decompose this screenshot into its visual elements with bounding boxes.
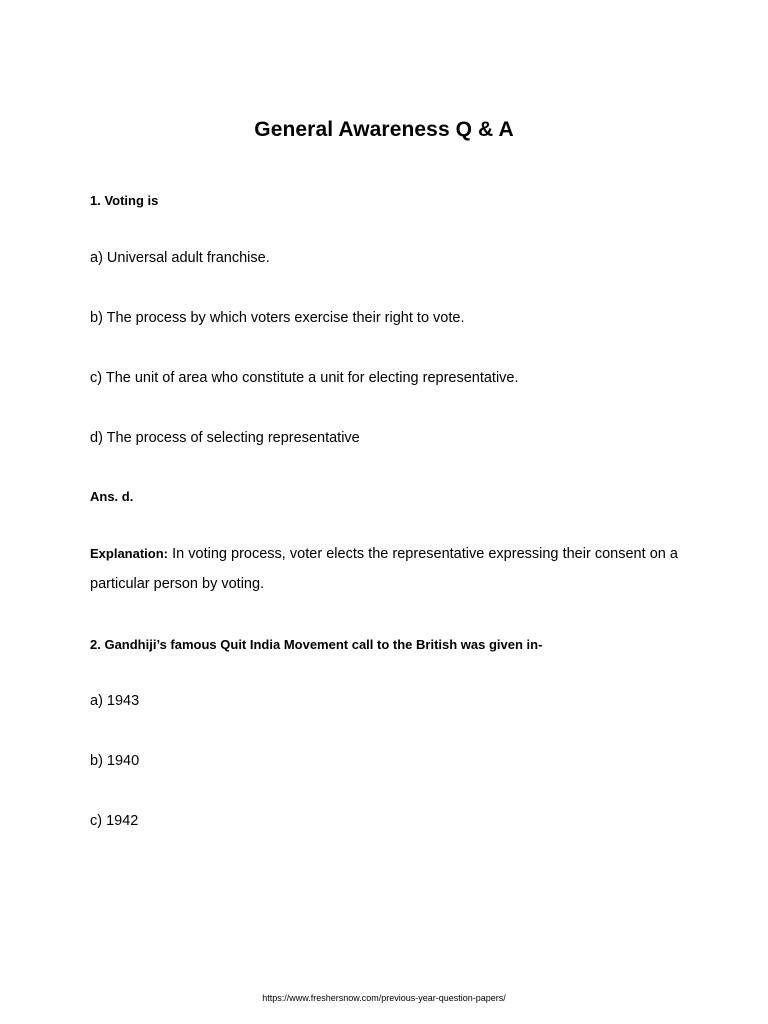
question-1-text: 1. Voting is: [90, 193, 159, 208]
question-1-explanation: [90, 539, 678, 599]
question-2-text: 2. Gandhiji’s famous Quit India Movement call to the British was given in-: [90, 637, 543, 652]
question-1-option-c: c) The unit of area who constitute a unit for electing representative.: [90, 370, 519, 386]
question-1-option-d: d) The process of selecting representative: [90, 430, 360, 446]
question-1-option-b: b) The process by which voters exercise their right to vote.: [90, 310, 465, 326]
explanation-text: In voting process, voter elects the representative expressing their consent on a particular person by voting.: [90, 546, 678, 592]
footer-url[interactable]: https://www.freshersnow.com/previous-year-question-papers/: [262, 993, 506, 1003]
explanation-label: Explanation:: [90, 546, 169, 561]
question-1-answer: Ans. d.: [90, 489, 134, 504]
question-2-option-a: a) 1943: [90, 693, 140, 709]
question-2-option-b: b) 1940: [90, 753, 140, 769]
question-2-option-c: c) 1942: [90, 813, 139, 829]
question-1-option-a: a) Universal adult franchise.: [90, 250, 270, 266]
page-title: General Awareness Q & A: [254, 118, 514, 141]
